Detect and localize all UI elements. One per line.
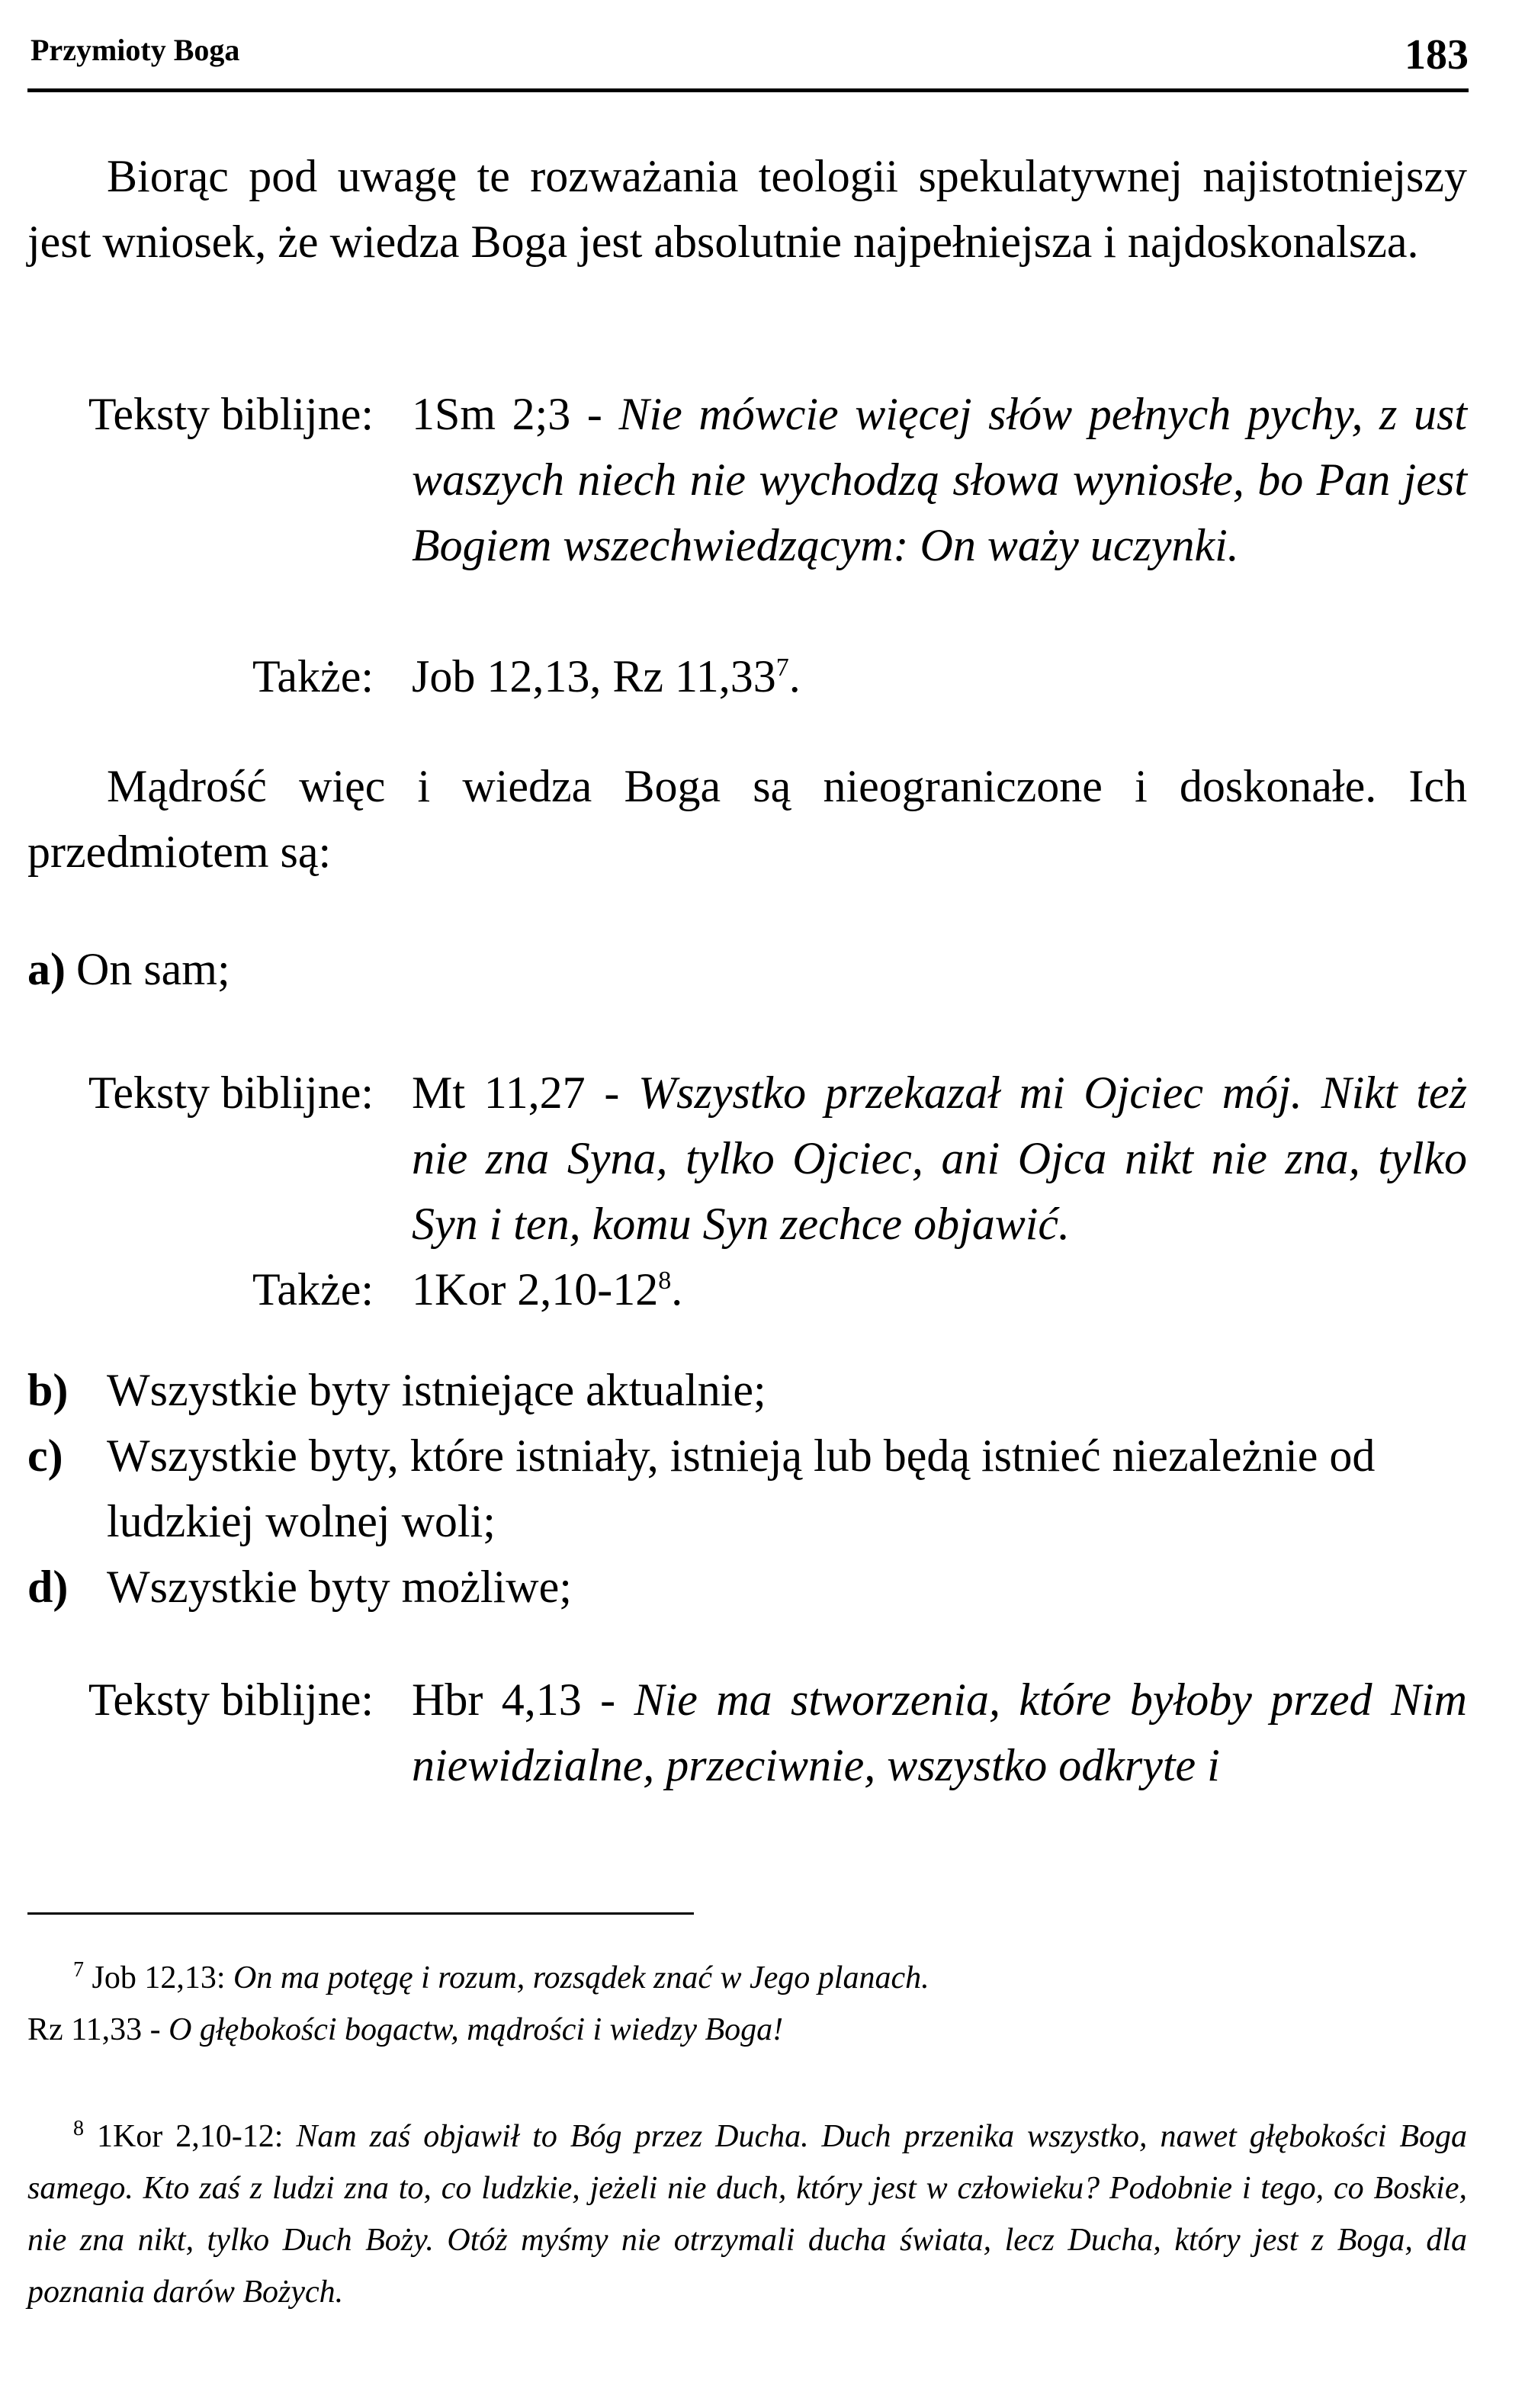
- bible-ref: Mt 11,27 -: [412, 1068, 639, 1118]
- footnote-8: [27, 2111, 1467, 2318]
- footnote-quote: Nam zaś objawił to Bóg przez Ducha. Duch przenika wszystko, nawet głębokości Boga samego. Kto zaś z ludzi zna to, co ludzkie, jeżeli nie duch, który jest w człowieku? Podobnie i tego, co Boskie, nie zna nikt, tylko Duch Boży. Otóż myśmy nie otrzymali ducha świata, lecz Ducha, który jest z Boga, dla poznania darów Bożych.: [27, 2119, 1467, 2310]
- footnote-7-line-1: [27, 1952, 1467, 2004]
- page-number: 183: [1405, 31, 1469, 79]
- also-refs-text: Job 12,13, Rz 11,33: [412, 651, 776, 702]
- also-refs-end: .: [788, 651, 801, 702]
- bible-texts-label: Teksty biblijne:: [88, 1674, 374, 1725]
- footnote-7-line-2: [27, 2004, 1467, 2056]
- footnote-quote: O głębokości bogactw, mądrości i wiedzy Boga!: [169, 2012, 784, 2047]
- also-row-2: [27, 1257, 1467, 1322]
- also-refs-text: 1Kor 2,10-12: [412, 1264, 659, 1315]
- intro-paragraph: Biorąc pod uwagę te rozważania teologii spekulatywnej najistotniejszy jest wniosek, że wiedza Boga jest absolutnie najpełniejsza i najdoskonalsza.: [27, 151, 1467, 267]
- bible-quote-1: [412, 381, 1467, 578]
- paragraph-2: Mądrość więc i wiedza Boga są nieograniczone i doskonałe. Ich przedmiotem są:: [27, 761, 1467, 877]
- also-row-1: [27, 644, 1467, 709]
- list-marker: c): [27, 1430, 63, 1481]
- list-marker: a): [27, 944, 66, 994]
- bible-texts-block-1: [27, 381, 1467, 644]
- bible-quote-text: Nie ma stworzenia, które byłoby przed Nim niewidzialne, przeciwnie, wszystko odkryte i: [412, 1674, 1467, 1790]
- bible-texts-block-2: [27, 1060, 1467, 1257]
- bible-texts-label: Teksty biblijne:: [88, 1068, 374, 1118]
- running-title: Przymioty Boga: [30, 33, 240, 67]
- also-refs-1: [412, 644, 1467, 709]
- footnote-number: 8: [73, 2117, 84, 2140]
- footnote-ref: Rz 11,33 -: [27, 2012, 169, 2047]
- also-label: Także:: [252, 651, 374, 702]
- bible-texts-label: Teksty biblijne:: [88, 389, 374, 439]
- footnote-ref-7: 7: [775, 653, 789, 682]
- page-header: [27, 27, 1469, 92]
- bible-texts-block-3: [27, 1667, 1467, 1798]
- list-text: Wszystkie byty możliwe;: [107, 1562, 572, 1612]
- list-marker: b): [27, 1365, 69, 1415]
- list-text: Wszystkie byty, które istniały, istnieją lub będą istnieć niezależnie od ludzkiej wolnej woli;: [107, 1430, 1376, 1546]
- also-label: Także:: [252, 1264, 374, 1315]
- footnote-7: [27, 1952, 1467, 2056]
- footnote-ref: 1Kor 2,10-12:: [84, 2119, 297, 2154]
- footnote-ref-8: 8: [658, 1267, 672, 1295]
- also-refs-end: .: [671, 1264, 683, 1315]
- also-refs-2: [412, 1257, 1467, 1322]
- bible-quote-2: [412, 1060, 1467, 1257]
- bible-quote-text: Wszystko przekazał mi Ojciec mój. Nikt też nie zna Syna, tylko Ojciec, ani Ojca nikt nie zna, tylko Syn i ten, komu Syn zechce objawić.: [412, 1068, 1467, 1249]
- list-text: On sam;: [76, 944, 230, 994]
- footnote-number: 7: [73, 1958, 84, 1982]
- footnote-separator: [27, 1912, 694, 1915]
- bible-ref: Hbr 4,13 -: [412, 1674, 634, 1725]
- list-text: Wszystkie byty istniejące aktualnie;: [107, 1365, 766, 1415]
- bible-quote-3: [412, 1667, 1467, 1798]
- footnote-8-text: [27, 2111, 1467, 2318]
- footnote-quote: On ma potęgę i rozum, rozsądek znać w Jego planach.: [233, 1960, 929, 1995]
- bible-quote-text: Nie mówcie więcej słów pełnych pychy, z ust waszych niech nie wychodzą słowa wyniosłe, bo Pan jest Bogiem wszechwiedzącym: On waży uczynki.: [412, 389, 1467, 570]
- list-marker: d): [27, 1562, 69, 1612]
- footnote-ref: Job 12,13:: [84, 1960, 234, 1995]
- document-page: [27, 0, 1469, 2408]
- bible-ref: 1Sm 2;3 -: [412, 389, 619, 439]
